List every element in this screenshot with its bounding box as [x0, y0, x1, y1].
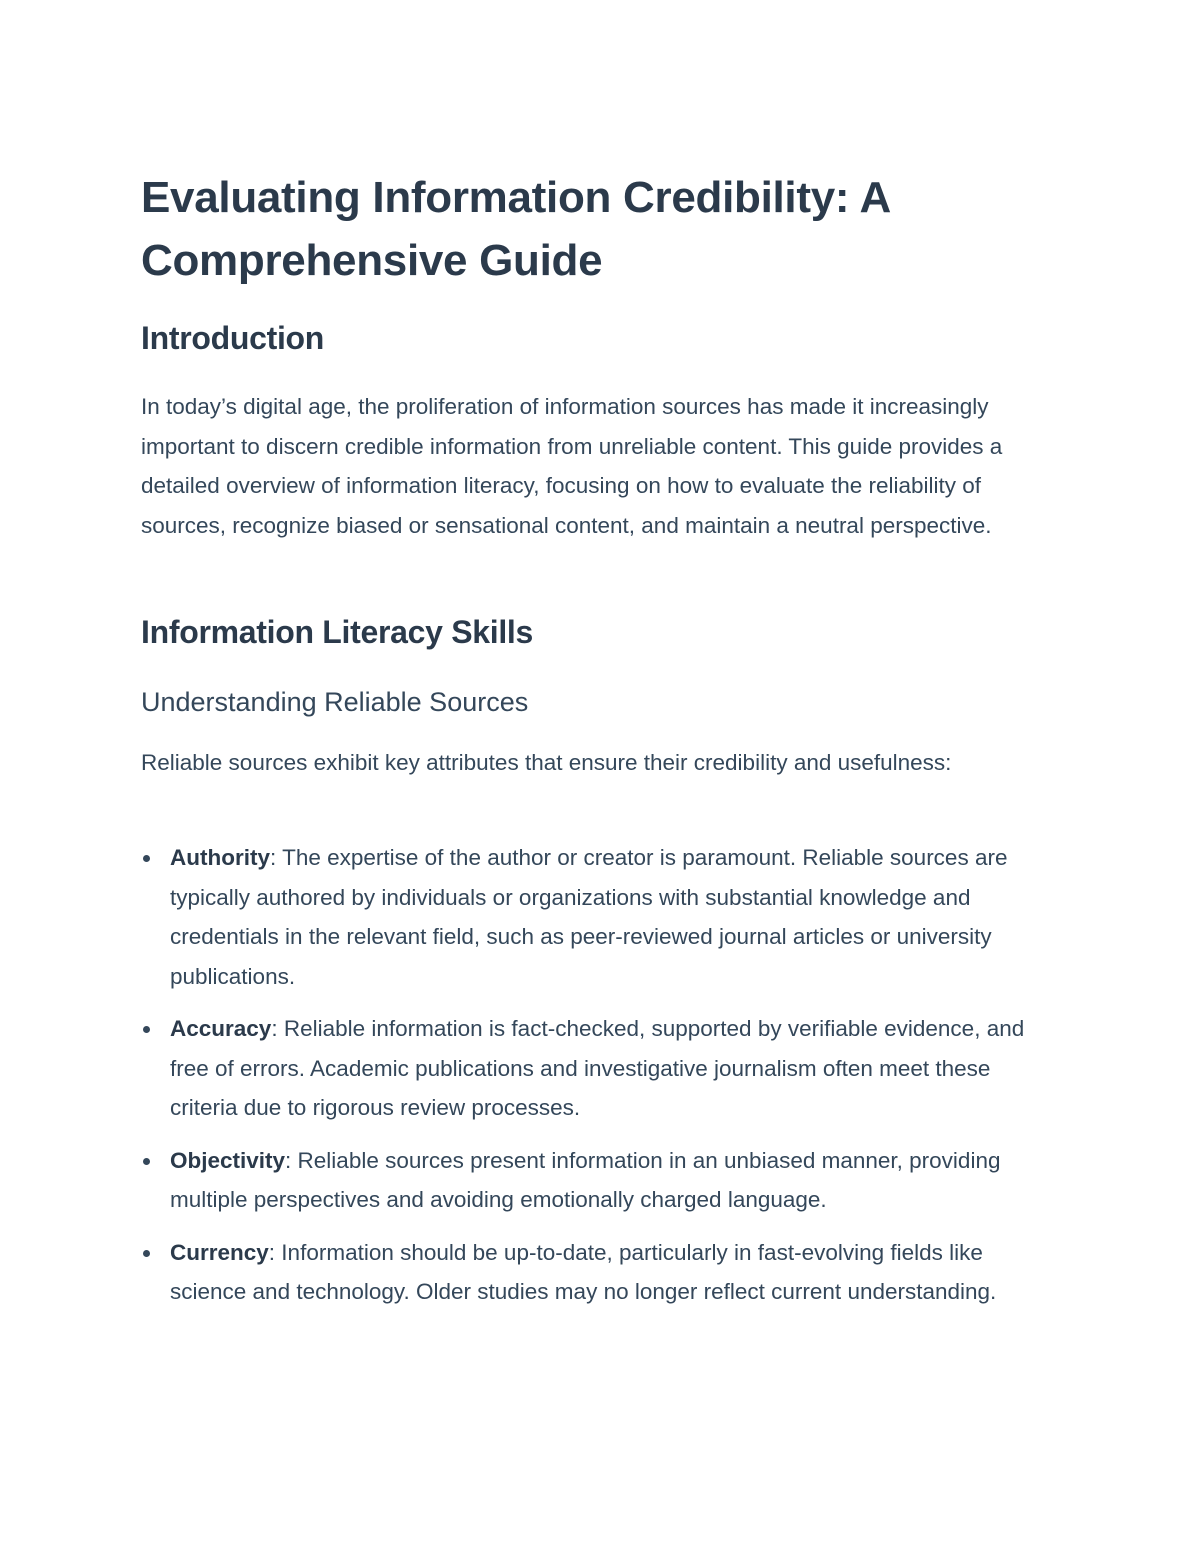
introduction-paragraph: In today’s digital age, the proliferation of information sources has made it increasingly important to discern credible information from unreliable content. This guide provides a detailed overview of information literacy, focusing on how to evaluate the reliability of sources, recognize biased or sensational content, and maintain a neutral perspective. [141, 394, 1003, 538]
list-item-text: : Reliable sources present information in an unbiased manner, providing multiple perspectives and avoiding emotionally charged language. [170, 1147, 1001, 1212]
list-item-term: Currency [170, 1239, 269, 1265]
introduction-heading: Introduction [141, 320, 325, 356]
list-item-text: : Reliable information is fact-checked, supported by verifiable evidence, and free of errors. Academic publications and investigative journalism often meet these criteria due to rigorous review processes. [170, 1016, 1025, 1120]
list-item-currency [141, 1233, 1061, 1312]
list-item-accuracy [141, 1009, 1061, 1128]
list-item-text: : Information should be up-to-date, particularly in fast-evolving fields like science and technology. Older studies may no longer reflect current understanding. [170, 1239, 997, 1304]
reliable-sources-lead: Reliable sources exhibit key attributes that ensure their credibility and usefulness: [141, 750, 952, 775]
list-item-term: Authority [170, 845, 270, 870]
list-item-text: : The expertise of the author or creator is paramount. Reliable sources are typically authored by individuals or organizations with substantial knowledge and credentials in the relevant field, such as peer-reviewed journal articles or university publications. [170, 845, 1008, 989]
bullet-icon [143, 1026, 150, 1033]
list-item-term: Objectivity [170, 1147, 286, 1173]
attributes-list [141, 838, 1061, 1325]
list-item-term: Accuracy [170, 1016, 272, 1041]
bullet-icon [143, 1250, 150, 1257]
skills-heading: Information Literacy Skills [141, 614, 534, 650]
reliable-sources-heading: Understanding Reliable Sources [141, 687, 529, 717]
list-item-objectivity [141, 1141, 1061, 1220]
list-item-authority [141, 838, 1061, 996]
bullet-icon [143, 1158, 150, 1165]
document-title: Evaluating Information Credibility: A Comprehensive Guide [141, 173, 890, 285]
bullet-icon [143, 855, 150, 862]
